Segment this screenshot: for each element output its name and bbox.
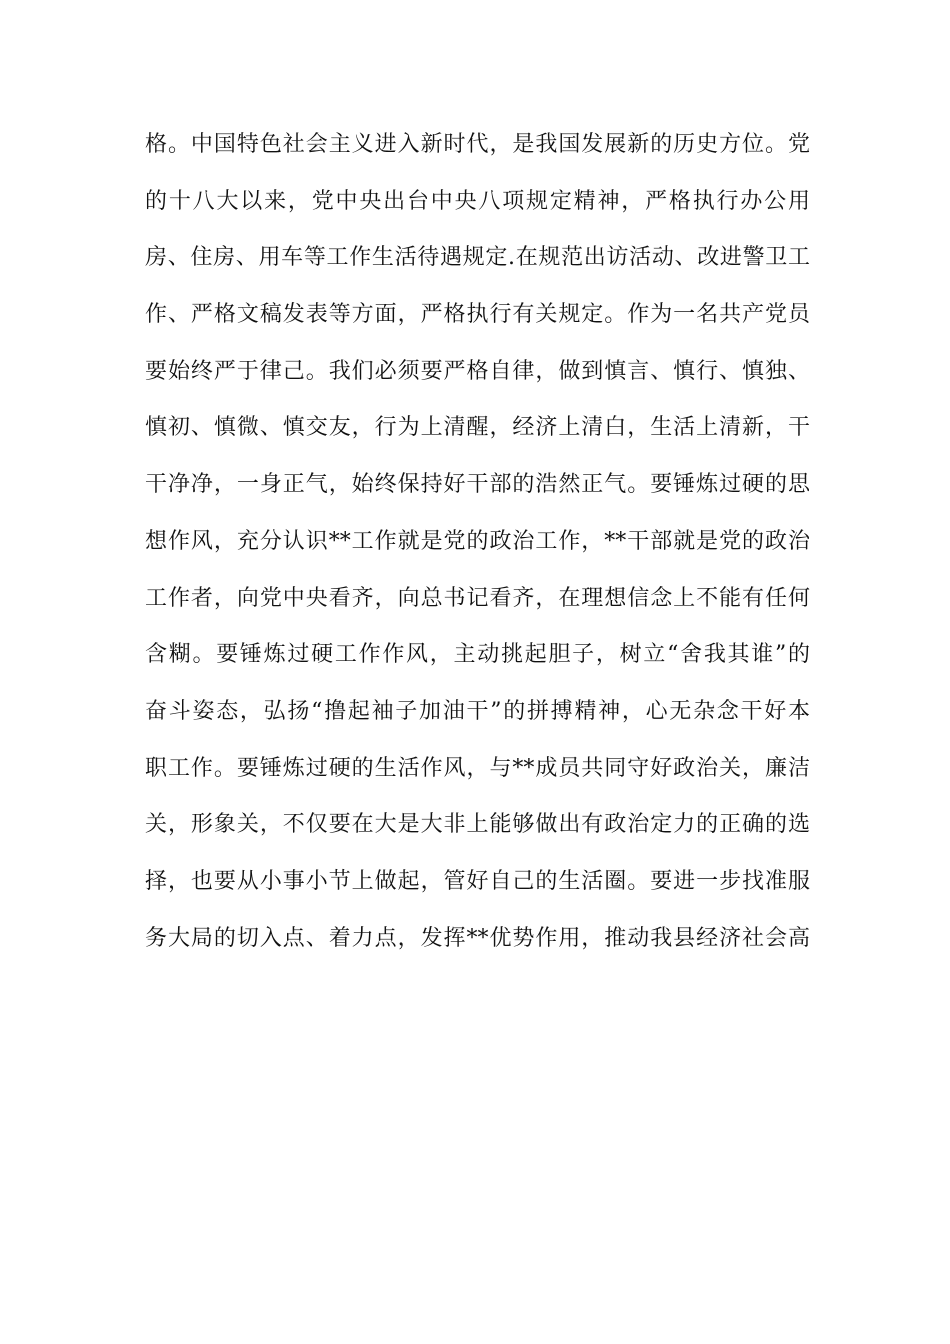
text-line: 作、严格文稿发表等方面，严格执行有关规定。作为一名共产党员 [145, 302, 810, 328]
text-line: 要始终严于律己。我们必须要严格自律，做到慎言、慎行、慎独、 [145, 358, 810, 384]
text-line: 务大局的切入点、着力点，发挥**优势作用，推动我县经济社会高 [145, 925, 810, 951]
text-line: 关，形象关，不仅要在大是大非上能够做出有政治定力的正确的选 [145, 812, 810, 838]
text-line: 择，也要从小事小节上做起，管好自己的生活圈。要进一步找准服 [145, 868, 810, 894]
text-line: 格。中国特色社会主义进入新时代，是我国发展新的历史方位。党 [145, 132, 810, 157]
text-line: 含糊。要锤炼过硬工作作风，主动挑起胆子，树立“舍我其谁”的 [145, 642, 810, 668]
text-line: 的十八大以来，党中央出台中央八项规定精神，严格执行办公用 [145, 188, 810, 214]
text-line: 职工作。要锤炼过硬的生活作风，与**成员共同守好政治关，廉洁 [145, 755, 810, 781]
text-line: 奋斗姿态，弘扬“撸起袖子加油干”的拼搏精神，心无杂念干好本 [145, 698, 810, 724]
text-line: 想作风，充分认识**工作就是党的政治工作，**干部就是党的政治 [145, 528, 810, 554]
text-line: 房、住房、用车等工作生活待遇规定.在规范出访活动、改进警卫工 [145, 245, 810, 271]
text-line: 干净净，一身正气，始终保持好干部的浩然正气。要锤炼过硬的思 [145, 472, 810, 498]
text-line: 慎初、慎微、慎交友，行为上清醒，经济上清白，生活上清新，干 [145, 415, 810, 441]
body-text [145, 117, 810, 967]
text-line: 工作者，向党中央看齐，向总书记看齐，在理想信念上不能有任何 [145, 585, 810, 611]
